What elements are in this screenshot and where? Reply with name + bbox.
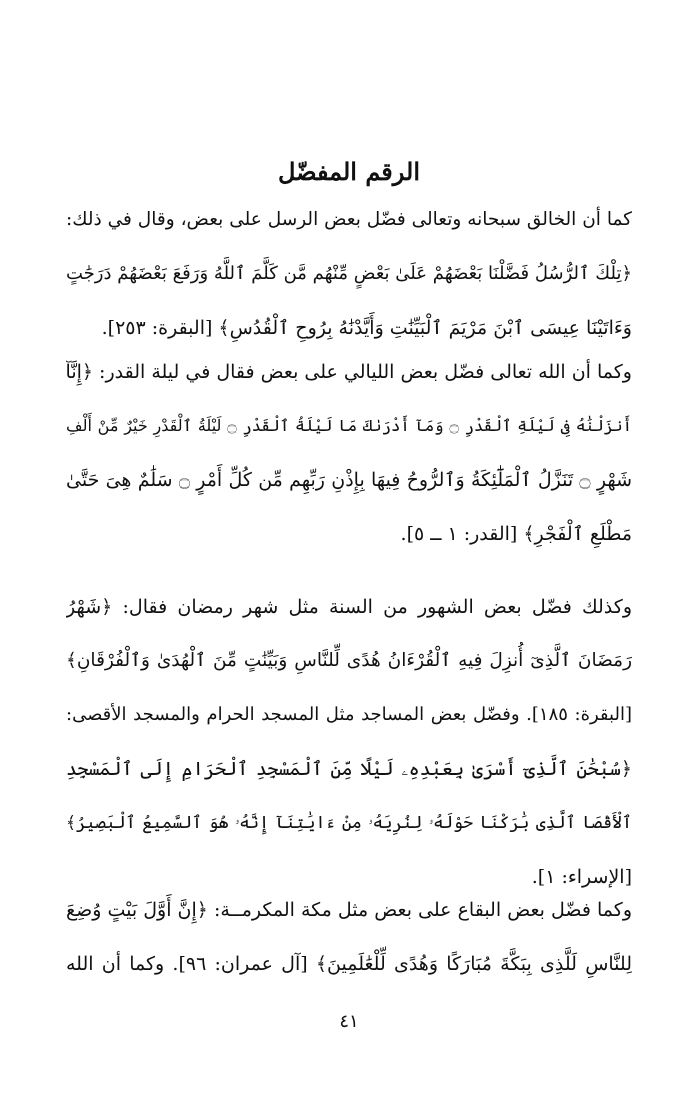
text-line: وكما أن الله تعالى فضّل بعض الليالي على بعض فقال في ليلة القدر: ﴿إِنَّآ xyxy=(66,361,632,383)
quran-verse-line: شَهْرٍ ۝ تَنَزَّلُ ٱلْمَلَٰٓئِكَةُ وَٱلرُّوحُ فِيهَا بِإِذْنِ رَبِّهِم مِّن كُلِّ أَمْرٍ ۝ سَلَٰمٌ هِىَ حَتَّىٰ xyxy=(66,469,632,491)
text-line: وكما فضّل بعض البقاع على بعض مثل مكة المكرمــة: ﴿إِنَّ أَوَّلَ بَيْتٍ وُضِعَ xyxy=(66,899,632,921)
paragraph-messengers xyxy=(66,193,632,355)
quran-verse-line: وَءَاتَيْنَا عِيسَى ٱبْنَ مَرْيَمَ ٱلْبَيِّنَٰتِ وَأَيَّدْنَٰهُ بِرُوحِ ٱلْقُدُسِ﴾ [البقرة: ٢٥٣]. xyxy=(101,317,632,339)
quran-verse-line: ٱلْأَقْصَا ٱلَّذِى بَٰرَكْنَا حَوْلَهُۥ لِنُرِيَهُۥ مِنْ ءَايَٰتِنَآ إِنَّهُۥ هُوَ ٱلسَّمِيعُ ٱلْبَصِيرُ﴾ xyxy=(66,813,632,833)
page-title: الرقم المفضّل xyxy=(277,157,420,187)
quran-verse-line: ﴿سُبْحَٰنَ ٱلَّذِىٓ أَسْرَىٰ بِعَبْدِهِۦ لَيْلًا مِّنَ ٱلْمَسْجِدِ ٱلْحَرَامِ إِلَى ٱلْمَسْجِدِ xyxy=(66,758,632,780)
quran-verse-line: ﴿تِلْكَ ٱلرُّسُلُ فَضَّلْنَا بَعْضَهُمْ عَلَىٰ بَعْضٍ مِّنْهُم مَّن كَلَّمَ ٱللَّهُ وَرَفَعَ بَعْضَهُمْ دَرَجَٰتٍ xyxy=(66,263,632,284)
citation-line: [الإسراء: ١]. xyxy=(531,866,632,888)
quran-verse-line: رَمَضَانَ ٱلَّذِىٓ أُنزِلَ فِيهِ ٱلْقُرْءَانُ هُدًى لِّلنَّاسِ وَبَيِّنَٰتٍ مِّنَ ٱلْهُدَىٰ وَٱلْفُرْقَانِ﴾ xyxy=(66,650,632,671)
quran-verse-line: لِلنَّاسِ لَلَّذِى بِبَكَّةَ مُبَارَكًا وَهُدًى لِّلْعَٰلَمِينَ﴾ [آل عمران: ٩٦]. وكما أن الله xyxy=(66,953,632,975)
text-line: كما أن الخالق سبحانه وتعالى فضّل بعض الرسل على بعض، وقال في ذلك: xyxy=(66,209,632,230)
paragraph-nights xyxy=(66,345,632,561)
text-line: وكذلك فضّل بعض الشهور من السنة مثل شهر رمضان فقال: ﴿شَهْرُ xyxy=(66,596,632,618)
text-line: [البقرة: ١٨٥]. وفضّل بعض المساجد مثل المسجد الحرام والمسجد الأقصى: xyxy=(66,704,632,725)
paragraph-months-mosques xyxy=(66,580,632,904)
page-number: ٤١ xyxy=(339,1011,359,1032)
paragraph-places xyxy=(66,883,632,991)
quran-verse-line: أَنزَلْنَٰهُ فِى لَيْلَةِ ٱلْقَدْرِ ۝ وَمَآ أَدْرَىٰكَ مَا لَيْلَةُ ٱلْقَدْرِ ۝ لَيْلَةُ ٱلْقَدْرِ خَيْرٌ مِّنْ أَلْفِ xyxy=(66,416,632,435)
quran-verse-line: مَطْلَعِ ٱلْفَجْرِ﴾ [القدر: ١ ــ ٥]. xyxy=(400,523,632,545)
book-page xyxy=(66,0,632,1107)
